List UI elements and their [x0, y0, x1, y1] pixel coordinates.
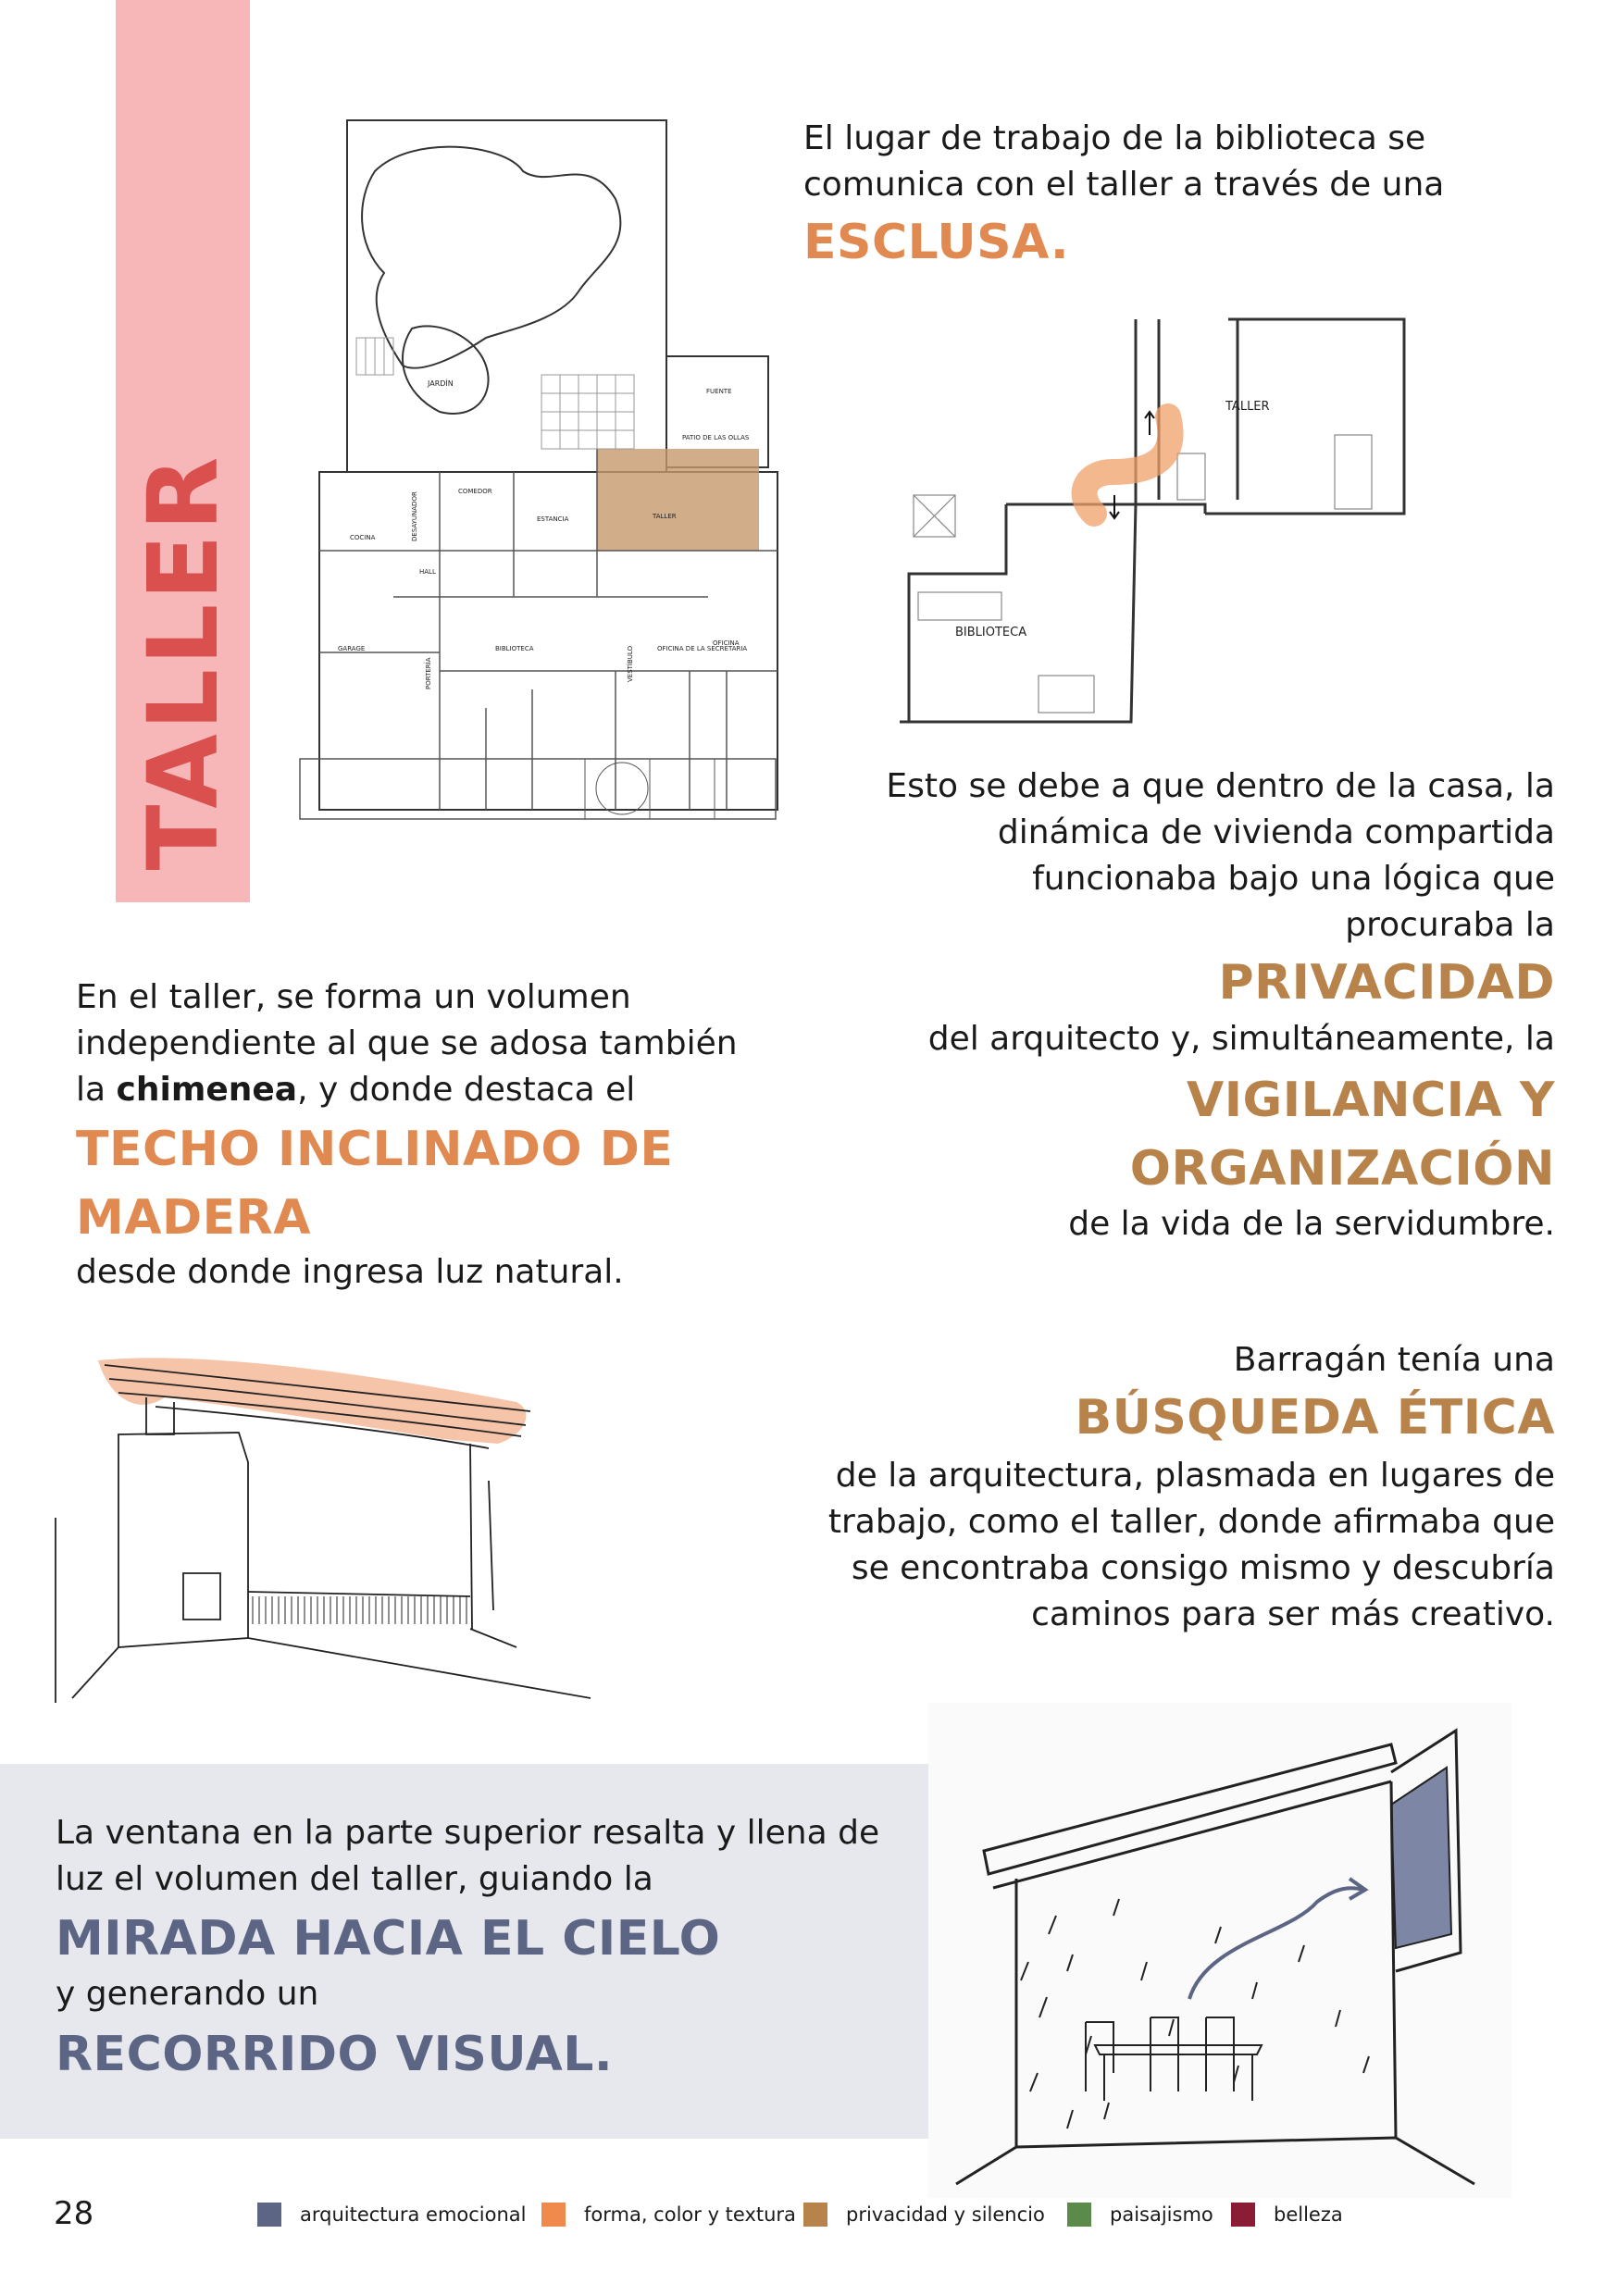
side-title: TALLER — [126, 453, 240, 871]
legend-swatch — [803, 2203, 827, 2227]
taller-highlight — [597, 449, 759, 551]
page-number: 28 — [54, 2195, 94, 2232]
floor-plan-figure — [301, 116, 791, 828]
legend-item-forma-color-textura: forma, color y textura — [541, 2201, 796, 2228]
plan-label-hall: HALL — [419, 568, 436, 576]
legend-item-arquitectura-emocional: arquitectura emocional — [257, 2201, 527, 2228]
plan-label-garage: GARAGE — [338, 645, 366, 652]
plan-strip-figure — [298, 754, 779, 824]
vigilancia-keyword: VIGILANCIA Y ORGANIZACIÓN — [1129, 1073, 1555, 1197]
legend-item-paisajismo: paisajismo — [1067, 2201, 1213, 2228]
esclusa-keyword: ESCLUSA. — [803, 215, 1070, 270]
taller-text-end: desde donde ingresa luz natural. — [76, 1253, 624, 1291]
plan-label-porteria: PORTERÍA — [425, 657, 432, 689]
privacidad-end: de la vida de la servidumbre. — [1068, 1205, 1555, 1243]
detail-plan-figure — [900, 315, 1409, 726]
window-sketch — [928, 1703, 1511, 2198]
legend-item-privacidad-silencio: privacidad y silencio — [803, 2201, 1045, 2228]
etica-keyword: BÚSQUEDA ÉTICA — [1075, 1390, 1555, 1446]
ventana-text: La ventana en la parte superior resalta y llena de luz el volumen del taller, guiando la — [56, 1814, 880, 1898]
privacidad-keyword: PRIVACIDAD — [1218, 955, 1555, 1011]
legend-swatch — [1231, 2203, 1255, 2227]
plan-label-estancia: ESTANCIA — [537, 515, 569, 523]
privacidad-middle: del arquitecto y, simultáneamente, la — [927, 1020, 1555, 1058]
techo-keyword: TECHO INCLINADO DE MADERA — [76, 1122, 674, 1246]
legend-item-belleza: belleza — [1231, 2201, 1343, 2228]
plan-label-cocina: COCINA — [350, 534, 376, 541]
privacidad-intro: Esto se debe a que dentro de la casa, la dinámica de vivienda compartida funcionaba bajo una lógica que procuraba la — [886, 767, 1555, 944]
legend-swatch — [541, 2203, 566, 2227]
detail-label-taller: TALLER — [1225, 400, 1270, 414]
etica-intro: Barragán tenía una — [1233, 1341, 1555, 1379]
plan-label-biblioteca: BIBLIOTECA — [495, 645, 534, 652]
plan-label-fuente: FUENTE — [706, 388, 732, 395]
detail-label-biblioteca: BIBLIOTECA — [955, 626, 1027, 639]
etica-text: de la arquitectura, plasmada en lugares de trabajo, como el taller, donde afirmaba que se encontraba consigo mismo y descubría caminos para ser más creativo. — [827, 1457, 1555, 1633]
plan-label-oficina-secretaria: OFICINA DE LA SECRETARIA — [657, 645, 748, 652]
plan-label-comedor: COMEDOR — [458, 488, 492, 495]
plan-label-jardin: JARDÍN — [428, 379, 454, 388]
plan-label-taller: TALLER — [653, 513, 677, 520]
mirada-keyword: MIRADA HACIA EL CIELO — [56, 1911, 721, 1967]
taller-text: En el taller, se forma un volumen independiente al que se adosa también la chimenea, y donde destaca el — [76, 978, 738, 1109]
plan-label-patio: PATIO DE LAS OLLAS — [682, 434, 750, 441]
recorrido-keyword: RECORRIDO VISUAL. — [56, 2027, 614, 2082]
esclusa-text: El lugar de trabajo de la biblioteca se comunica con el taller a través de una — [803, 119, 1445, 204]
ventana-middle: y generando un — [56, 1975, 319, 2013]
plan-label-vestibulo: VESTÍBULO — [627, 645, 634, 682]
legend-swatch — [1067, 2203, 1091, 2227]
taller-roof-sketch — [54, 1333, 609, 1712]
plan-label-oficina: OFICINA — [713, 639, 740, 647]
plan-label-desayunador: DESAYUNADOR — [411, 491, 418, 541]
legend-swatch — [257, 2203, 281, 2227]
